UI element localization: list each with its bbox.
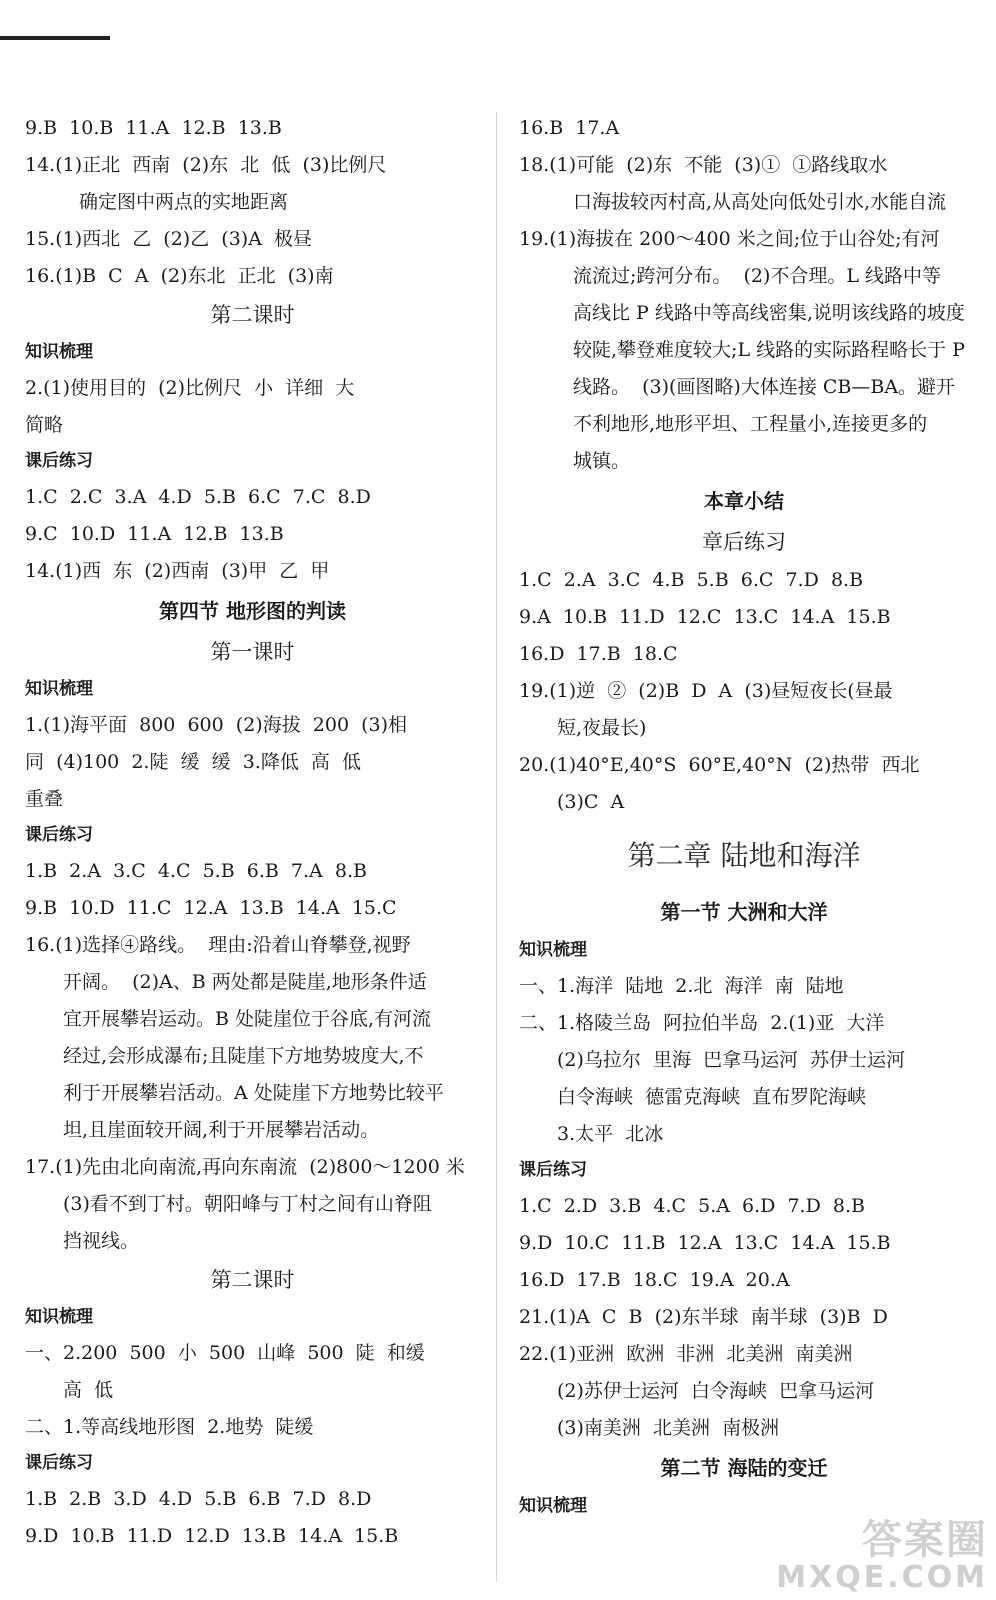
answer-line: 9.C 10.D 11.A 12.B 13.B: [25, 523, 284, 545]
answer-line: 2.(1)使用目的 (2)比例尺 小 详细 大: [25, 377, 355, 399]
answer-line-continued: 宜开展攀岩运动。B 处陡崖位于谷底,有河流: [63, 1008, 432, 1030]
answer-line-continued: (2)乌拉尔 里海 巴拿马运河 苏伊士运河: [557, 1049, 906, 1071]
answer-line: 9.B 10.D 11.C 12.A 13.B 14.A 15.C: [25, 897, 397, 919]
section-label: 课后练习: [25, 1453, 93, 1473]
section-heading: 第一节 大洲和大洋: [660, 900, 828, 924]
answer-line: 9.D 10.B 11.D 12.D 13.B 14.A 15.B: [25, 1525, 399, 1547]
answer-line: 18.(1)可能 (2)东 不能 (3)① ①路线取水: [519, 154, 888, 176]
watermark-logo-text: 答案圈: [862, 1517, 988, 1563]
section-heading: 第二节 海陆的变迁: [660, 1456, 828, 1480]
answer-line: 22.(1)亚洲 欧洲 非洲 北美洲 南美洲: [519, 1343, 853, 1365]
answer-line-continued: 高 低: [63, 1379, 114, 1401]
section-label: 知识梳理: [519, 1496, 587, 1516]
section-label: 课后练习: [519, 1160, 587, 1180]
answer-line: 简略: [25, 414, 64, 436]
answer-line: 1.(1)海平面 800 600 (2)海拔 200 (3)相: [25, 714, 408, 736]
answer-line: 1.C 2.A 3.C 4.B 5.B 6.C 7.D 8.B: [519, 569, 864, 591]
answer-line: 21.(1)A C B (2)东半球 南半球 (3)B D: [519, 1306, 888, 1328]
answer-line: 1.B 2.B 3.D 4.D 5.B 6.B 7.D 8.D: [25, 1488, 372, 1510]
answer-line: 14.(1)西 东 (2)西南 (3)甲 乙 甲: [25, 560, 330, 582]
answer-line: 19.(1)逆 ② (2)B D A (3)昼短夜长(昼最: [519, 680, 893, 702]
answer-line: 16.D 17.B 18.C 19.A 20.A: [519, 1269, 790, 1291]
answer-line: 一、2.200 500 小 500 山峰 500 陡 和缓: [25, 1342, 425, 1364]
answer-line-continued: (3)看不到丁村。朝阳峰与丁村之间有山脊阻: [63, 1193, 432, 1215]
answer-line: 一、1.海洋 陆地 2.北 海洋 南 陆地: [519, 975, 844, 997]
section-heading: 本章小结: [704, 489, 784, 513]
answer-line: 9.B 10.B 11.A 12.B 13.B: [25, 117, 282, 139]
answer-line-continued: 白令海峡 德雷克海峡 直布罗陀海峡: [557, 1086, 867, 1108]
top-rule: [0, 36, 110, 40]
section-label: 课后练习: [25, 825, 93, 845]
answer-line-continued: 线路。 (3)(画图略)大体连接 CB—BA。避开: [573, 376, 956, 398]
answer-line-continued: (3)C A: [557, 791, 625, 813]
answer-line: 1.C 2.D 3.B 4.C 5.A 6.D 7.D 8.B: [519, 1195, 865, 1217]
section-label: 知识梳理: [25, 1307, 93, 1327]
answer-line-continued: 3.太平 北冰: [557, 1123, 664, 1145]
answer-line: 9.A 10.B 11.D 12.C 13.C 14.A 15.B: [519, 606, 891, 628]
answer-line-continued: 流流过;跨河分布。 (2)不合理。L 线路中等: [573, 265, 942, 287]
answer-line: 19.(1)海拔在 200～400 米之间;位于山谷处;有河: [519, 228, 940, 250]
lesson-heading: 章后练习: [702, 530, 786, 554]
section-label: 知识梳理: [25, 342, 93, 362]
watermark: [776, 1518, 988, 1594]
answer-line-continued: 不利地形,地形平坦、工程量小,连接更多的: [573, 413, 928, 435]
answer-line: 16.(1)选择④路线。 理由:沿着山脊攀登,视野: [25, 934, 411, 956]
column-divider: [496, 112, 497, 1582]
left-column: [25, 110, 480, 1555]
answer-line-continued: 城镇。: [573, 450, 631, 472]
answer-line: 重叠: [25, 788, 64, 810]
lesson-heading: 第一课时: [210, 640, 295, 664]
answer-line-continued: 短,夜最长): [557, 717, 647, 739]
answer-line: 同 (4)100 2.陡 缓 缓 3.降低 高 低: [25, 751, 361, 773]
answer-line: 16.B 17.A: [519, 117, 620, 139]
answer-line: 17.(1)先由北向南流,再向东南流 (2)800～1200 米: [25, 1156, 465, 1178]
answer-line: 二、1.格陵兰岛 阿拉伯半岛 2.(1)亚 大洋: [519, 1012, 885, 1034]
answer-line: 14.(1)正北 西南 (2)东 北 低 (3)比例尺: [25, 154, 387, 176]
answer-line-continued: 开阔。 (2)A、B 两处都是陡崖,地形条件适: [63, 971, 427, 993]
answer-line: 16.(1)B C A (2)东北 正北 (3)南: [25, 265, 334, 287]
answer-line-continued: 经过,会形成瀑布;且陡崖下方地势坡度大,不: [63, 1045, 424, 1067]
right-column: [519, 110, 969, 1524]
answer-line-continued: 确定图中两点的实地距离: [79, 191, 289, 213]
lesson-heading: 第二课时: [210, 1268, 295, 1292]
chapter-heading: 第二章 陆地和海洋: [627, 839, 861, 872]
section-label: 课后练习: [25, 451, 93, 471]
section-label: 知识梳理: [519, 940, 587, 960]
answer-line: 二、1.等高线地形图 2.地势 陡缓: [25, 1416, 314, 1438]
watermark-url: MXQE.COM: [776, 1560, 988, 1595]
answer-line-continued: 较陡,攀登难度较大;L 线路的实际路程略长于 P: [573, 339, 965, 361]
answer-line-continued: 坦,且崖面较开阔,利于开展攀岩活动。: [63, 1119, 380, 1141]
answer-line-continued: 高线比 P 线路中等高线密集,说明该线路的坡度: [573, 302, 965, 324]
answer-line: 16.D 17.B 18.C: [519, 643, 678, 665]
answer-line-continued: 口海拔较丙村高,从高处向低处引水,水能自流: [573, 191, 947, 213]
answer-line-continued: (2)苏伊士运河 白令海峡 巴拿马运河: [557, 1380, 875, 1402]
answer-line: 20.(1)40°E,40°S 60°E,40°N (2)热带 西北: [519, 754, 920, 776]
answer-line-continued: (3)南美洲 北美洲 南极洲: [557, 1417, 780, 1439]
answer-line: 9.D 10.C 11.B 12.A 13.C 14.A 15.B: [519, 1232, 891, 1254]
section-label: 知识梳理: [25, 679, 93, 699]
answer-line: 1.B 2.A 3.C 4.C 5.B 6.B 7.A 8.B: [25, 860, 367, 882]
answer-line-continued: 利于开展攀岩活动。A 处陡崖下方地势比较平: [63, 1082, 444, 1104]
answer-line: 15.(1)西北 乙 (2)乙 (3)A 极昼: [25, 228, 312, 250]
answer-line-continued: 挡视线。: [63, 1230, 140, 1252]
lesson-heading: 第二课时: [210, 303, 295, 327]
section-heading: 第四节 地形图的判读: [159, 599, 346, 623]
answer-line: 1.C 2.C 3.A 4.D 5.B 6.C 7.C 8.D: [25, 486, 371, 508]
